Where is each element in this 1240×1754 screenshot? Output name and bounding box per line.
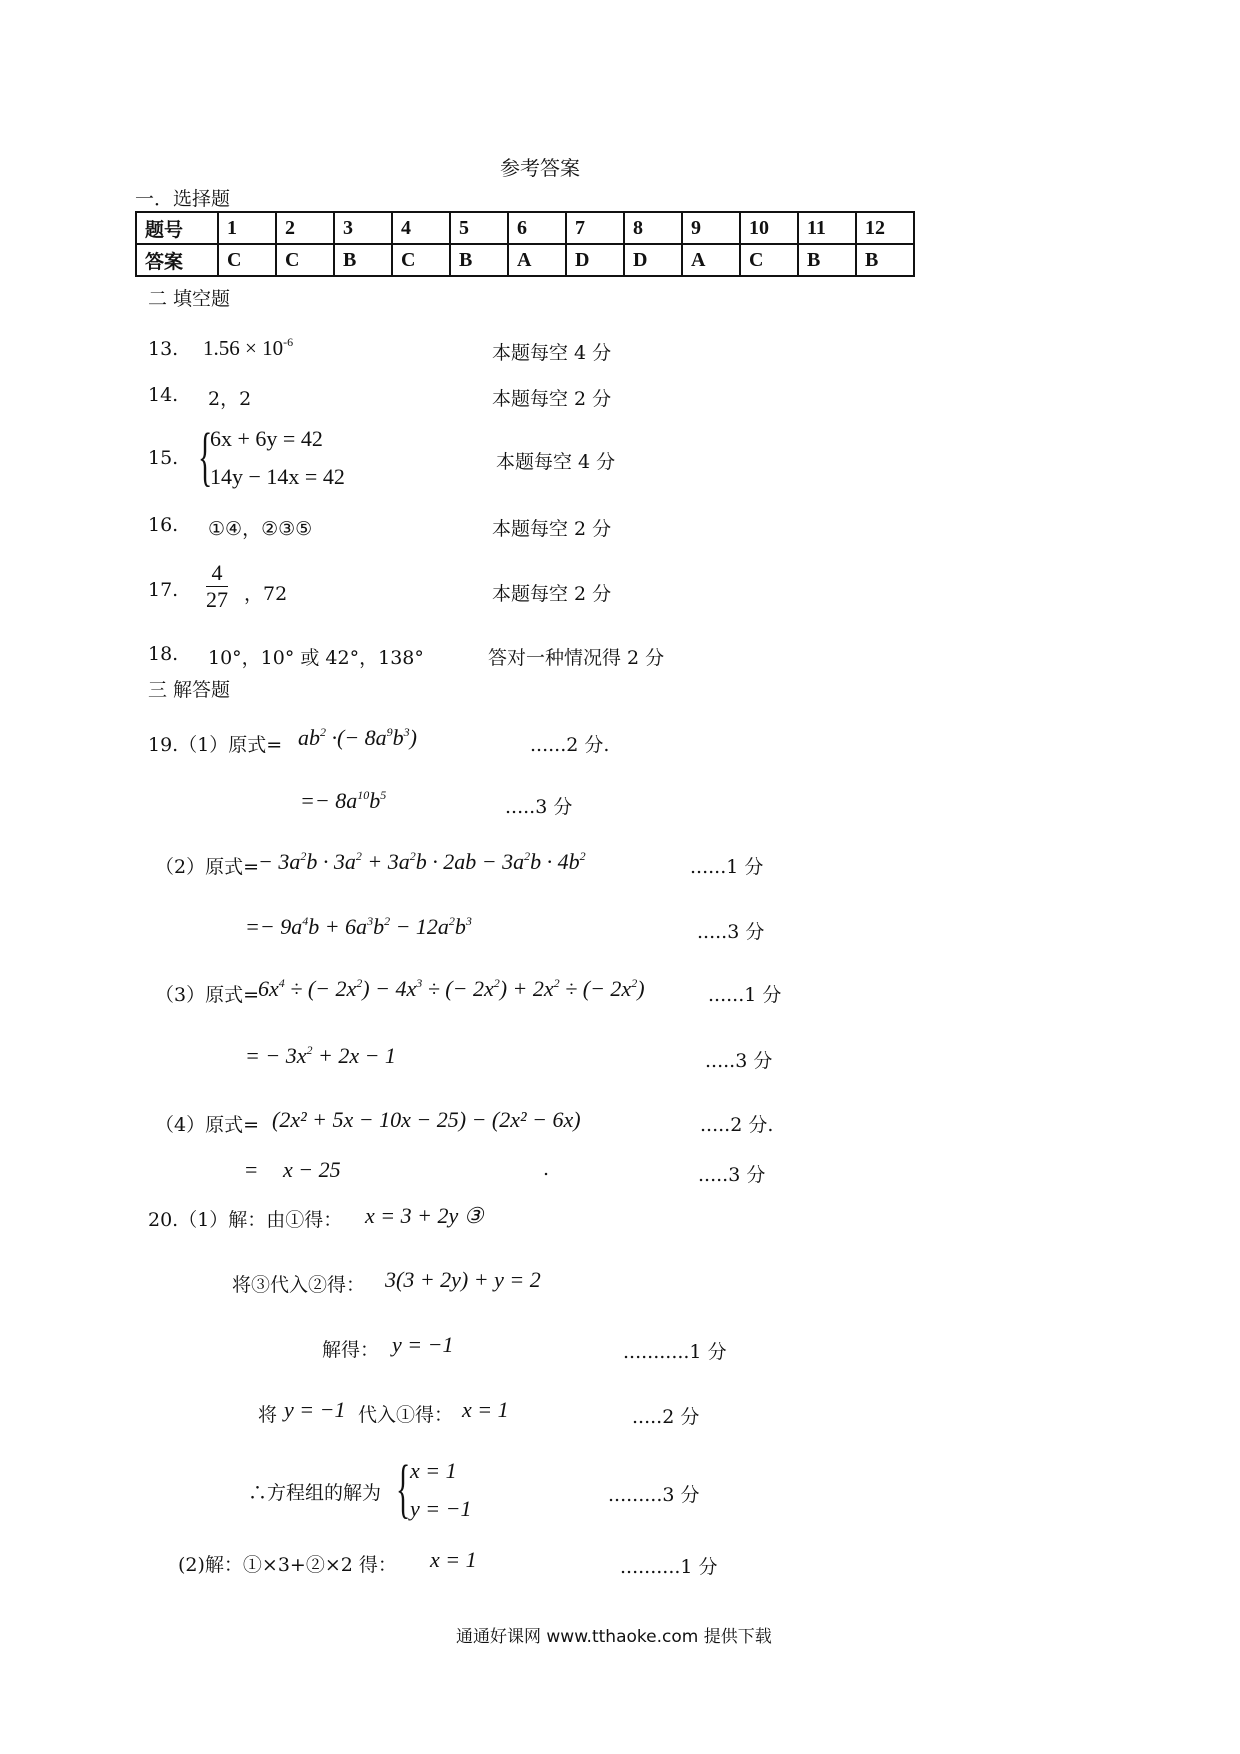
- q19-3-label: （3）原式=: [155, 984, 260, 1006]
- table-cell: 5: [450, 212, 508, 244]
- table-cell: 12: [856, 212, 914, 244]
- q19-3-result: = − $3x^2 + 2x - 1$: [245, 1043, 396, 1068]
- table-cell: 2: [276, 212, 334, 244]
- q20-1-label: 20.（1）解：由①得：: [148, 1209, 343, 1231]
- q19-3-score1: ......1 分: [708, 984, 782, 1006]
- table-cell: 3: [334, 212, 392, 244]
- q19-1-score2: .....3 分: [505, 796, 573, 818]
- q20-sub2-x: x = 1: [462, 1397, 509, 1422]
- q19-1-score1: ......2 分.: [530, 734, 610, 756]
- q20-2-expr: x = 1: [430, 1547, 477, 1572]
- q14-number: 14.: [148, 384, 179, 406]
- q16-answer: ①④，②③⑤: [208, 518, 313, 540]
- q18-answer: 10°，10° 或 42°，138°: [208, 647, 424, 669]
- fraction-numerator: 4: [206, 560, 228, 587]
- q19-1-result: =− $8a^{10}b^5$: [300, 788, 387, 813]
- q20-sub2-y: y = −1: [284, 1397, 346, 1422]
- q20-score3: .........3 分: [608, 1484, 700, 1506]
- table-cell: C: [218, 244, 276, 276]
- header-number: 题号: [136, 212, 218, 244]
- q19-1-label: 19.（1）原式=: [148, 734, 283, 756]
- table-cell: B: [450, 244, 508, 276]
- q14-answer: 2，2: [208, 388, 252, 410]
- q18-number: 18.: [148, 643, 179, 665]
- q13-score: 本题每空 4 分: [492, 342, 612, 364]
- q20-solution-y: y = −1: [410, 1496, 472, 1521]
- q18-score: 答对一种情况得 2 分: [488, 647, 665, 669]
- table-cell: 6: [508, 212, 566, 244]
- q19-2-expr: − $3a^2b \cdot 3a^2 + 3a^2b \cdot 2ab - 3a^2b \cdot 4b^2$: [258, 849, 586, 874]
- q19-1-expr: $ab^2$ ·(− $8a^9b^3$): [298, 725, 417, 750]
- page-footer: 通通好课网 www.tthaoke.com 提供下载: [456, 1627, 772, 1647]
- table-row-numbers: [136, 212, 914, 244]
- q19-4-expr: (2x² + 5x − 10x − 25) − (2x² − 6x): [272, 1107, 581, 1132]
- q20-solve-expr: y = −1: [392, 1332, 454, 1357]
- table-row-answers: [136, 244, 914, 276]
- q19-2-label: （2）原式=: [155, 856, 260, 878]
- q19-4-eq: =: [245, 1157, 258, 1182]
- brace-icon: {: [198, 420, 213, 493]
- section-solve: 三 解答题: [148, 679, 231, 701]
- q20-score1: ...........1 分: [623, 1341, 727, 1363]
- table-cell: C: [276, 244, 334, 276]
- q20-sub2-prefix: 将: [258, 1404, 278, 1426]
- q20-solution-label: ∴方程组的解为: [248, 1482, 382, 1504]
- q20-solution-x: x = 1: [410, 1458, 457, 1483]
- q19-4-dot: .: [543, 1158, 550, 1180]
- q15-eq2: 14y − 14x = 42: [210, 464, 345, 489]
- q17-answer: ，72: [244, 583, 288, 605]
- table-cell: 4: [392, 212, 450, 244]
- q15-eq1: 6x + 6y = 42: [210, 426, 323, 451]
- q15-score: 本题每空 4 分: [496, 451, 616, 473]
- table-cell: 10: [740, 212, 798, 244]
- q19-4-label: （4）原式=: [155, 1114, 260, 1136]
- q17-fraction: [206, 560, 228, 613]
- q13-number: 13.: [148, 338, 179, 360]
- q13-answer: $1.56 \times 10^{-6}$: [203, 335, 294, 360]
- table-cell: B: [334, 244, 392, 276]
- header-answer: 答案: [136, 244, 218, 276]
- q17-number: 17.: [148, 579, 179, 601]
- table-cell: D: [624, 244, 682, 276]
- page-title: 参考答案: [500, 156, 580, 180]
- q20-sub2-mid: 代入①得：: [358, 1404, 454, 1426]
- table-cell: B: [798, 244, 856, 276]
- q16-number: 16.: [148, 514, 179, 536]
- q20-substitute-label: 将③代入②得：: [232, 1274, 366, 1296]
- table-cell: B: [856, 244, 914, 276]
- section-choice: 一．选择题: [135, 188, 231, 210]
- q19-4-score1: .....2 分.: [700, 1114, 774, 1136]
- table-cell: 9: [682, 212, 740, 244]
- q19-2-score1: ......1 分: [690, 856, 764, 878]
- table-cell: 8: [624, 212, 682, 244]
- q20-2-score: ..........1 分: [620, 1556, 718, 1578]
- q14-score: 本题每空 2 分: [492, 388, 612, 410]
- section-fill: 二 填空题: [148, 288, 231, 310]
- q20-2-label: (2)解：①×3+②×2 得：: [178, 1554, 397, 1576]
- q19-4-result: x − 25: [283, 1157, 341, 1182]
- q15-number: 15.: [148, 447, 179, 469]
- q19-4-score2: .....3 分: [698, 1164, 766, 1186]
- answer-table: [135, 211, 915, 277]
- table-cell: 11: [798, 212, 856, 244]
- q19-3-score2: .....3 分: [705, 1050, 773, 1072]
- q19-3-expr: $6x^4$ ÷ (− $2x^2) - 4x^3$ ÷ (− $2x^2) + 2x^2$ ÷ (− $2x^2$): [258, 976, 645, 1001]
- q20-1-expr: x = 3 + 2y ③: [365, 1203, 484, 1228]
- table-cell: 7: [566, 212, 624, 244]
- brace-icon: {: [396, 1452, 411, 1525]
- fraction-denominator: 27: [206, 587, 228, 612]
- q19-2-score2: .....3 分: [697, 921, 765, 943]
- table-cell: 1: [218, 212, 276, 244]
- table-cell: A: [508, 244, 566, 276]
- q19-2-result: =− $9a^4b + 6a^3b^2 - 12a^2b^3$: [245, 914, 472, 939]
- q20-solve-label: 解得：: [322, 1339, 380, 1361]
- table-cell: C: [392, 244, 450, 276]
- table-cell: A: [682, 244, 740, 276]
- table-cell: C: [740, 244, 798, 276]
- q16-score: 本题每空 2 分: [492, 518, 612, 540]
- q17-score: 本题每空 2 分: [492, 583, 612, 605]
- table-cell: D: [566, 244, 624, 276]
- q20-substitute-expr: 3(3 + 2y) + y = 2: [385, 1267, 541, 1292]
- q20-score2: .....2 分: [632, 1406, 700, 1428]
